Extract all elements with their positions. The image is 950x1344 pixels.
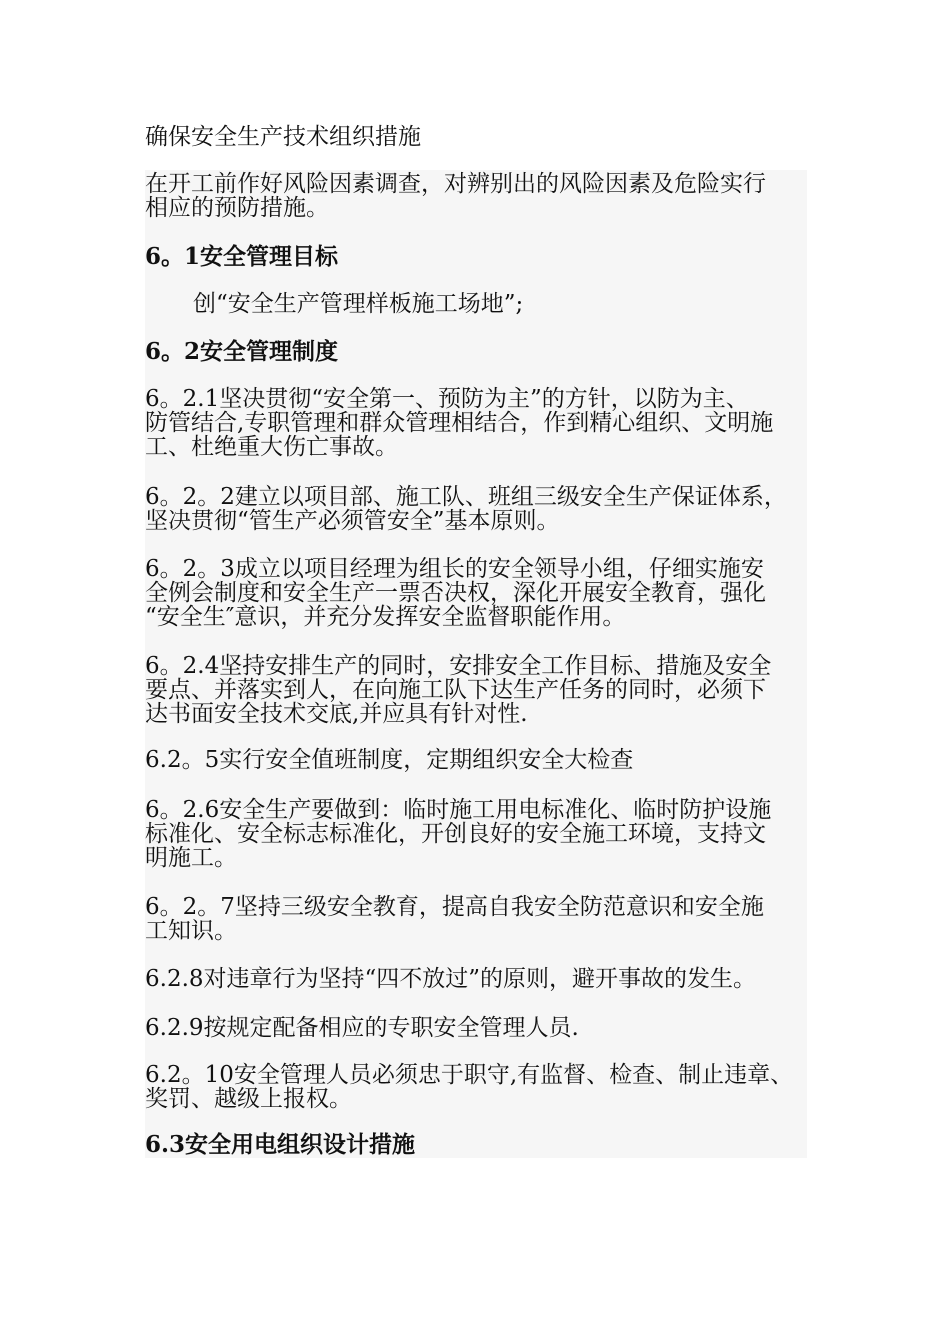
document-title: 确保安全生产技术组织措施 [145,124,421,150]
section-6-1-heading: 6。1安全管理目标 [145,243,339,270]
clause-6-2-7: 6。2。7坚持三级安全教育，提高自我安全防范意识和安全施 工知识。 [145,894,764,944]
clause-6-2-4: 6。2.4坚持安排生产的同时，安排安全工作目标、措施及安全 要点、并落实到人，在向施工队下达生产任务的同时，必须下 达书面安全技术交底,并应具有针对性. [145,653,772,727]
clause-6-2-6: 6。2.6安全生产要做到：临时施工用电标准化、临时防护设施 标准化、安全标志标准化，开创良好的安全施工环境，支持文 明施工。 [145,797,772,871]
clause-6-2-2: 6。2。2建立以项目部、施工队、班组三级安全生产保证体系， 坚决贯彻“管生产必须管安全”基本原则。 [145,484,787,534]
clause-6-2-10: 6.2。10安全管理人员必须忠于职守,有监督、检查、制止违章、 奖罚、越级上报权。 [145,1062,794,1112]
document-body [145,170,807,1158]
section-6-2-heading: 6。2安全管理制度 [145,338,339,365]
section-6-3-heading: 6.3安全用电组织设计措施 [145,1131,416,1158]
clause-6-2-5: 6.2。5实行安全值班制度，定期组织安全大检查 [145,747,634,773]
clause-6-2-3: 6。2。3成立以项目经理为组长的安全领导小组，仔细实施安 全例会制度和安全生产一票否决权，深化开展安全教育，强化 “安全生″意识，并充分发挥安全监督职能作用。 [145,556,766,630]
clause-6-2-8: 6.2.8对违章行为坚持“四不放过”的原则，避开事故的发生。 [145,966,757,992]
clause-6-2-1: 6。2.1坚决贯彻“安全第一、预防为主”的方针，以防为主、 防管结合,专职管理和群众管理相结合，作到精心组织、文明施 工、杜绝重大伤亡事故。 [145,386,774,460]
section-6-1-text: 创“安全生产管理样板施工场地”; [193,291,524,317]
intro-paragraph: 在开工前作好风险因素调查，对辨别出的风险因素及危险实行 相应的预防措施。 [145,171,766,221]
clause-6-2-9: 6.2.9按规定配备相应的专职安全管理人员. [145,1015,579,1041]
